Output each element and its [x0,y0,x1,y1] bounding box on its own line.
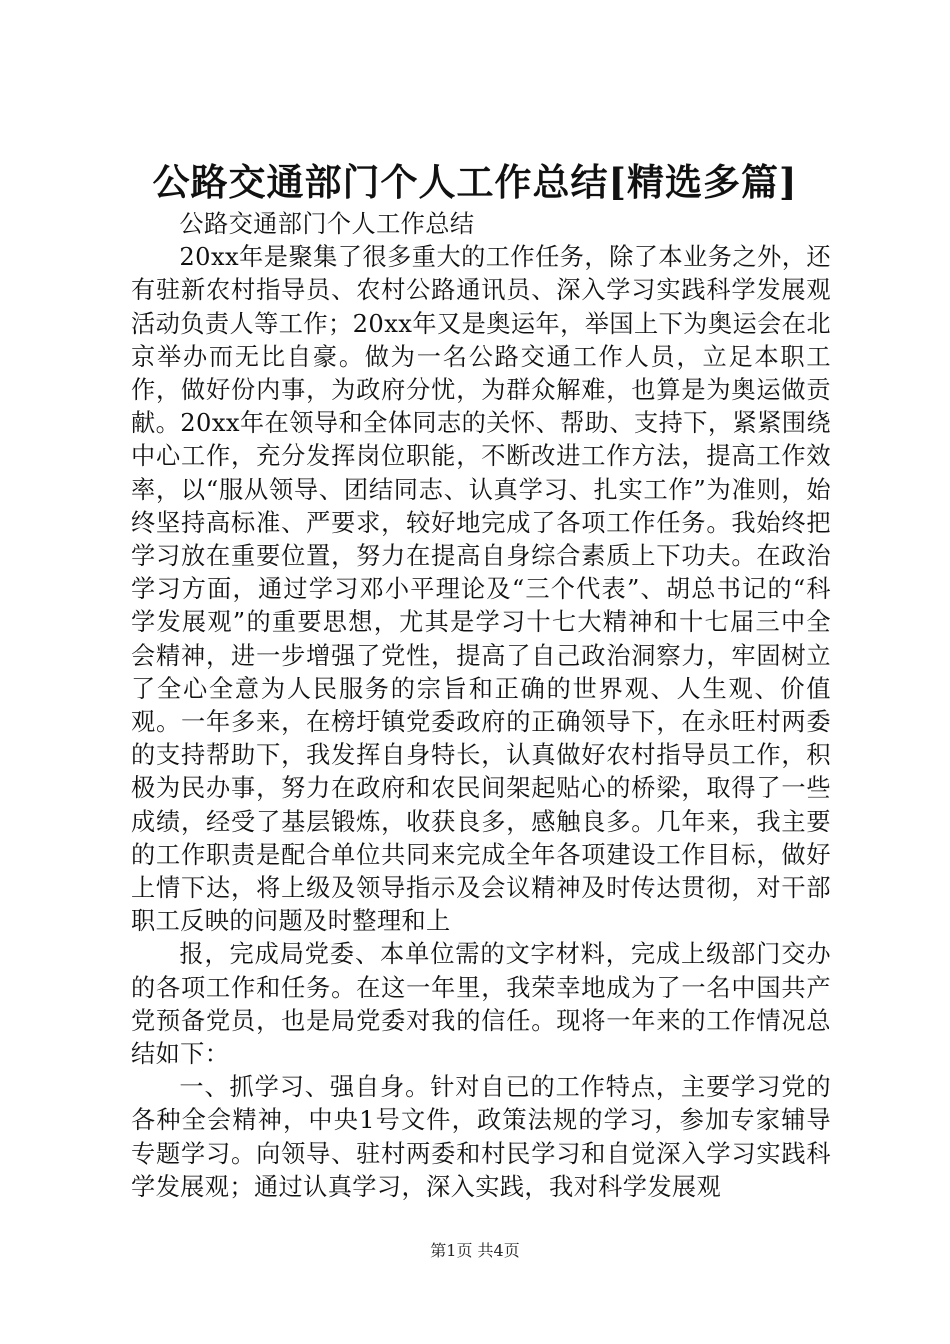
body-paragraph: 报，完成局党委、本单位需的文字材料，完成上级部门交办的各项工作和任务。在这一年里，我荣幸地成为了一名中国共产党预备党员，也是局党委对我的信任。现将一年来的工作情况总结如下： [131,940,831,1069]
document-title: 公路交通部门个人工作总结[精选多篇] [152,160,798,204]
document-body [131,208,831,1204]
body-paragraph: 20xx年是聚集了很多重大的工作任务，除了本业务之外，还有驻新农村指导员、农村公路通讯员、深入学习实践科学发展观活动负责人等工作；20xx年又是奥运年，举国上下为奥运会在北京举办而无比自豪。做为一名公路交通工作人员，立足本职工作，做好份内事，为政府分忧，为群众解难，也算是为奥运做贡献。20xx年在领导和全体同志的关怀、帮助、支持下，紧紧围绕中心工作，充分发挥岗位职能，不断改进工作方法，提高工作效率，以“服从领导、团结同志、认真学习、扎实工作”为准则，始终坚持高标准、严要求，较好地完成了各项工作任务。我始终把学习放在重要位置，努力在提高自身综合素质上下功夫。在政治学习方面，通过学习邓小平理论及“三个代表”、胡总书记的“科学发展观”的重要思想，尤其是学习十七大精神和十七届三中全会精神，进一步增强了党性，提高了自己政治洞察力，牢固树立了全心全意为人民服务的宗旨和正确的世界观、人生观、价值观。一年多来，在榜圩镇党委政府的正确领导下，在永旺村两委的支持帮助下，我发挥自身特长，认真做好农村指导员工作，积极为民办事，努力在政府和农民间架起贴心的桥梁，取得了一些成绩，经受了基层锻炼，收获良多，感触良多。几年来，我主要的工作职责是配合单位共同来完成全年各项建设工作目标，做好上情下达，将上级及领导指示及会议精神及时传达贯彻，对干部职工反映的问题及时整理和上 [131,243,831,936]
subtitle-paragraph: 公路交通部门个人工作总结 [179,210,475,238]
body-paragraph: 一、抓学习、强自身。针对自已的工作特点，主要学习党的各种全会精神，中央1号文件，政策法规的学习，参加专家辅导专题学习。向领导、驻村两委和村民学习和自觉深入学习实践科学发展观；通过认真学习，深入实践，我对科学发展观 [131,1073,831,1201]
page-number-footer: 第1页 共4页 [430,1241,520,1260]
